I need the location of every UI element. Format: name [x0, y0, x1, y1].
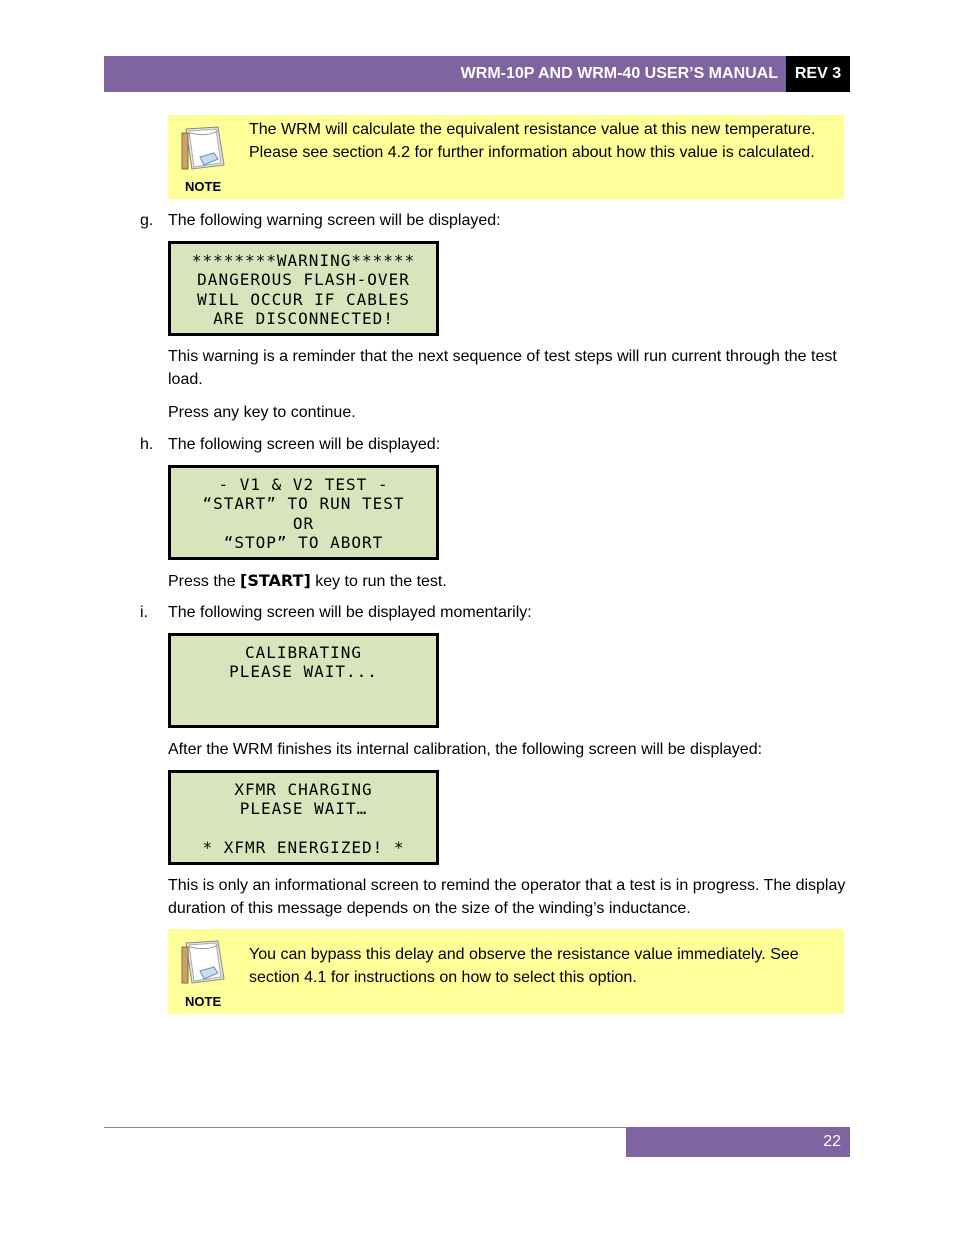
lcd-line: CALIBRATING: [245, 643, 362, 662]
lcd-calibrating-screen: [168, 633, 439, 728]
header-revision: REV 3: [786, 56, 850, 92]
note-label: NOTE: [185, 179, 222, 194]
note-label: NOTE: [185, 994, 222, 1009]
start-key-label: [START]: [240, 571, 311, 590]
header-title: WRM-10P AND WRM-40 USER’S MANUAL: [104, 56, 786, 92]
lcd-line: [171, 819, 436, 838]
lcd-line: XFMR CHARGING: [234, 780, 373, 799]
lcd-line: ARE DISCONNECTED!: [213, 308, 394, 328]
lcd-line: DANGEROUS FLASH-OVER: [197, 270, 410, 290]
note-box: [168, 115, 844, 199]
step-letter: i.: [140, 604, 148, 621]
step-letter: h.: [140, 436, 154, 453]
lcd-line: * XFMR ENERGIZED! *: [202, 837, 405, 857]
lcd-warning-screen: [168, 241, 439, 336]
paragraph-press-any: Press any key to continue.: [168, 404, 356, 421]
lcd-test-screen: [168, 465, 439, 560]
note-text: You can bypass this delay and observe the resistance value immediately. See section 4.1 for instructions on how to select this option.: [249, 946, 799, 986]
notepad-icon: [178, 123, 230, 175]
note-box: [168, 929, 844, 1014]
paragraph-after-calibration: After the WRM finishes its internal calibration, the following screen will be displayed:: [168, 741, 763, 758]
lcd-line: [171, 701, 436, 720]
lcd-line: PLEASE WAIT…: [239, 799, 368, 819]
page-number: 22: [626, 1127, 850, 1157]
lcd-line: “STOP” TO ABORT: [223, 532, 384, 552]
step-text: The following screen will be displayed:: [168, 436, 441, 453]
paragraph-press-start: [168, 569, 848, 593]
lcd-line: - V1 & V2 TEST -: [218, 475, 389, 494]
paragraph-informational: This is only an informational screen to remind the operator that a test is in progress. The display duration of this message depends on the size of the winding’s inductance.: [168, 877, 846, 917]
lcd-line: OR: [292, 513, 315, 533]
lcd-line: [171, 682, 436, 701]
step-text: The following warning screen will be displayed:: [168, 212, 501, 229]
paragraph-reminder: This warning is a reminder that the next sequence of test steps will run current through the test load.: [168, 348, 837, 388]
note-text: The WRM will calculate the equivalent resistance value at this new temperature. Please see section 4.2 for further information about how this value is calculated.: [249, 121, 816, 161]
lcd-line: “START” TO RUN TEST: [202, 494, 405, 514]
press-start-prefix: Press the: [168, 573, 241, 590]
press-start-suffix: key to run the test.: [310, 573, 447, 590]
notepad-icon: [178, 937, 230, 989]
lcd-line: ********WARNING******: [191, 251, 416, 270]
lcd-line: PLEASE WAIT...: [229, 662, 378, 682]
lcd-charging-screen: [168, 770, 439, 865]
step-letter: g.: [140, 212, 154, 229]
step-text: The following screen will be displayed momentarily:: [168, 604, 532, 621]
footer-divider: [104, 1127, 626, 1128]
lcd-line: WILL OCCUR IF CABLES: [197, 289, 410, 309]
